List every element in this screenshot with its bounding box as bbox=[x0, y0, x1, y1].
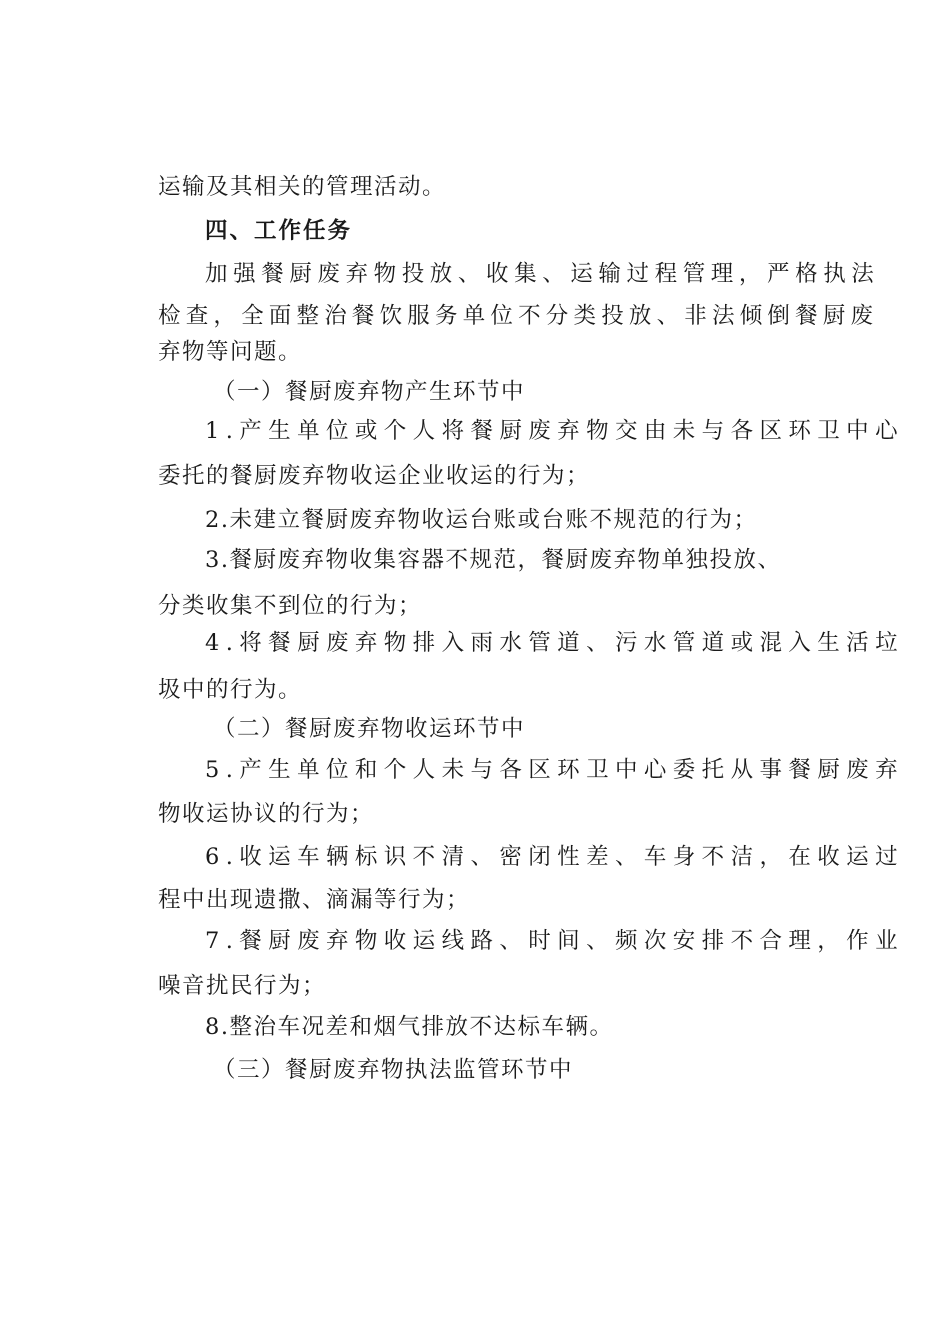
paragraph-line: 弃物等问题。 bbox=[158, 339, 303, 365]
subsection-heading: （三）餐厨废弃物执法监管环节中 bbox=[213, 1057, 574, 1083]
list-item: 2.未建立餐厨废弃物收运台账或台账不规范的行为； bbox=[205, 507, 758, 533]
paragraph-line: 噪音扰民行为； bbox=[158, 973, 327, 999]
list-item: 4.将餐厨废弃物排入雨水管道、污水管道或混入生活垃 bbox=[205, 630, 904, 656]
paragraph-line: 委托的餐厨废弃物收运企业收运的行为； bbox=[158, 463, 591, 489]
paragraph-line: 圾中的行为。 bbox=[158, 677, 303, 703]
section-heading: 四、工作任务 bbox=[205, 218, 353, 244]
paragraph-line: 物收运协议的行为； bbox=[158, 801, 375, 827]
subsection-heading: （一）餐厨废弃物产生环节中 bbox=[213, 379, 526, 405]
list-item: 8.整治车况差和烟气排放不达标车辆。 bbox=[205, 1014, 614, 1040]
list-item: 3.餐厨废弃物收集容器不规范，餐厨废弃物单独投放、 bbox=[205, 547, 782, 573]
subsection-heading: （二）餐厨废弃物收运环节中 bbox=[213, 716, 526, 742]
paragraph-line: 程中出现遗撒、滴漏等行为； bbox=[158, 887, 471, 913]
list-item: 7.餐厨废弃物收运线路、时间、频次安排不合理，作业 bbox=[205, 928, 904, 954]
paragraph-line: 运输及其相关的管理活动。 bbox=[158, 174, 447, 200]
paragraph-line: 检查，全面整治餐饮服务单位不分类投放、非法倾倒餐厨废 bbox=[158, 303, 879, 329]
paragraph-line: 分类收集不到位的行为； bbox=[158, 593, 423, 619]
list-item: 5.产生单位和个人未与各区环卫中心委托从事餐厨废弃 bbox=[205, 757, 904, 783]
list-item: 1.产生单位或个人将餐厨废弃物交由未与各区环卫中心 bbox=[205, 418, 904, 444]
list-item: 6.收运车辆标识不清、密闭性差、车身不洁，在收运过 bbox=[205, 844, 904, 870]
paragraph-line: 加强餐厨废弃物投放、收集、运输过程管理，严格执法 bbox=[205, 261, 880, 287]
